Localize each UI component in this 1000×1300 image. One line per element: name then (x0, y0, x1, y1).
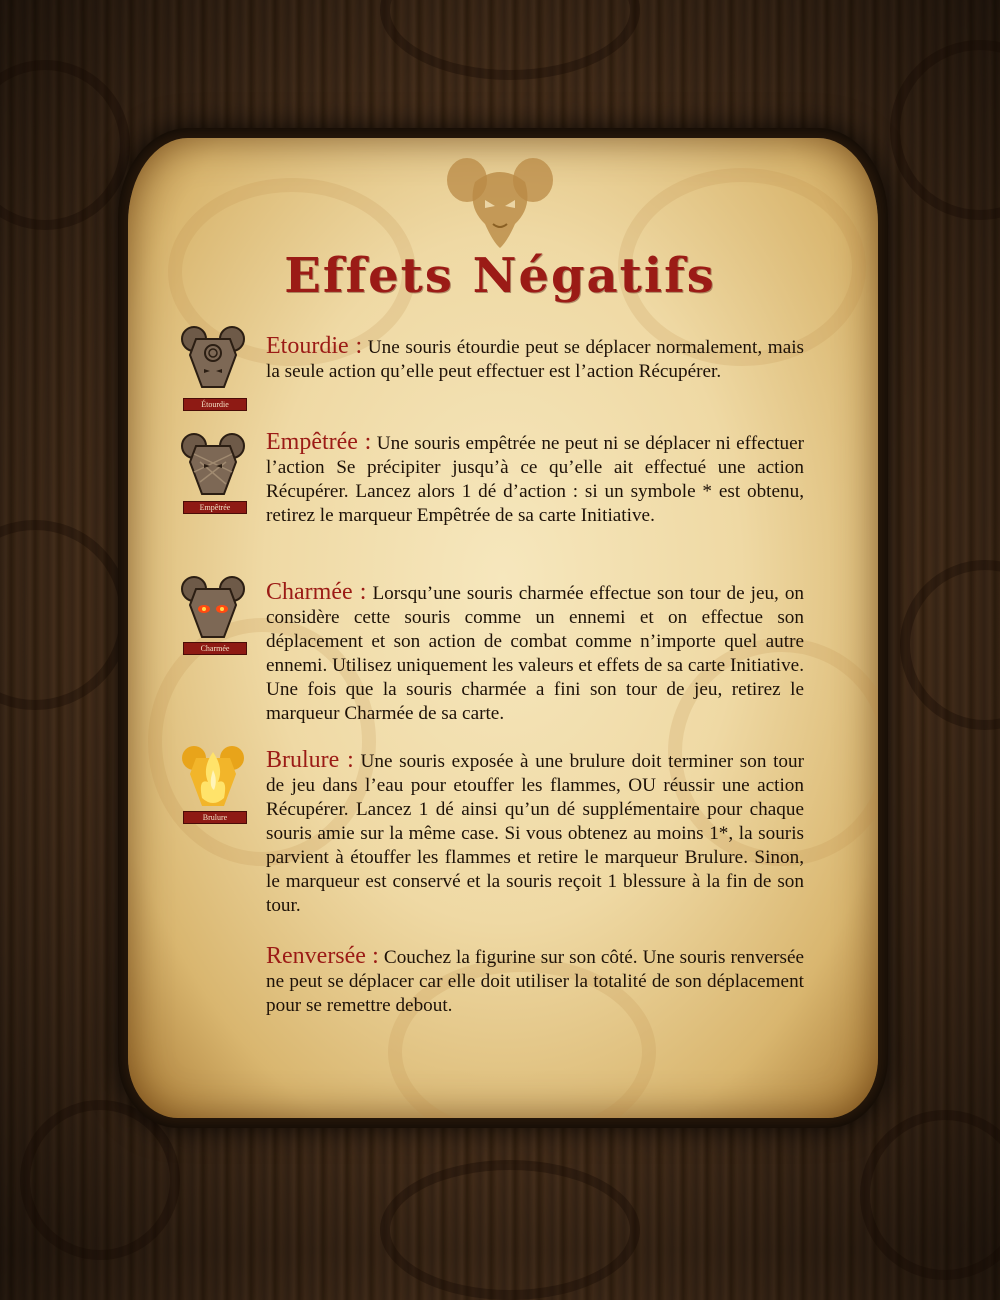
wood-ornament (890, 40, 1000, 220)
effect-heading: Charmée : (266, 579, 367, 605)
wood-ornament (380, 1160, 640, 1300)
entangled-mouse-token-icon (180, 432, 246, 512)
effect-entry-brulure (266, 748, 804, 918)
token-label: Étourdie (183, 398, 247, 411)
effect-entry-charmee (266, 580, 804, 726)
effect-description: Une souris empêtrée ne peut ni se déplacer ni effectuer l’action Se précipiter jusqu’à ce qu’elle ait effectué une action Récupérer. Lancez alors 1 dé d’action : si un symbole * est obtenu, retirez le marqueur Empêtrée de sa carte Initiative. (266, 433, 804, 526)
mouse-head-emblem-icon (445, 152, 555, 252)
effect-heading: Brulure : (266, 747, 354, 773)
effect-description: Lorsqu’une souris charmée effectue son tour de jeu, on considère cette souris comme un ennemi et on effectue son déplacement et son action de combat comme n’importe quel autre ennemi. Utilisez uniquement les valeurs et effets de sa carte Initiative. Une fois que la souris charmée a fini son tour de jeu, retirez le marqueur Charmée de sa carte. (266, 583, 805, 724)
wood-ornament (380, 0, 640, 80)
dizzy-mouse-token-icon (180, 325, 246, 405)
wood-ornament (0, 60, 130, 230)
effect-entry-empetree (266, 430, 804, 528)
effect-heading: Empêtrée : (266, 429, 372, 455)
effect-entry-etourdie (266, 334, 804, 384)
effect-heading: Renversée : (266, 943, 379, 969)
effect-heading: Etourdie : (266, 333, 363, 359)
token-label: Charmée (183, 642, 247, 655)
burning-mouse-token-icon (180, 742, 246, 822)
wood-ornament (860, 1110, 1000, 1280)
effect-entry-renversee (266, 944, 804, 1018)
token-label: Empêtrée (183, 501, 247, 514)
wood-ornament (20, 1100, 180, 1260)
wood-ornament (900, 560, 1000, 730)
effect-description: Une souris exposée à une brulure doit terminer son tour de jeu dans l’eau pour etouffer les flammes, OU réussir une action Récupérer. Lancez 1 dé ainsi qu’un dé supplémentaire pour chaque souris amie sur la même case. Si vous obtenez au moins 1*, la souris parvient à étouffer les flammes et retire le marqueur Brulure. Sinon, le marqueur est conservé et la souris reçoit 1 blessure à la fin de son tour. (266, 751, 805, 916)
effect-description: Couchez la figurine sur son côté. Une souris renversée ne peut se déplacer car elle doit utiliser la totalité de son déplacement pour se remettre debout. (266, 947, 804, 1016)
page-title: Effets Négatifs (284, 248, 716, 304)
wood-ornament (0, 520, 130, 710)
token-label: Brulure (183, 811, 247, 824)
effect-description: Une souris étourdie peut se déplacer normalement, mais la seule action qu’elle peut effectuer est l’action Récupérer. (266, 337, 805, 382)
